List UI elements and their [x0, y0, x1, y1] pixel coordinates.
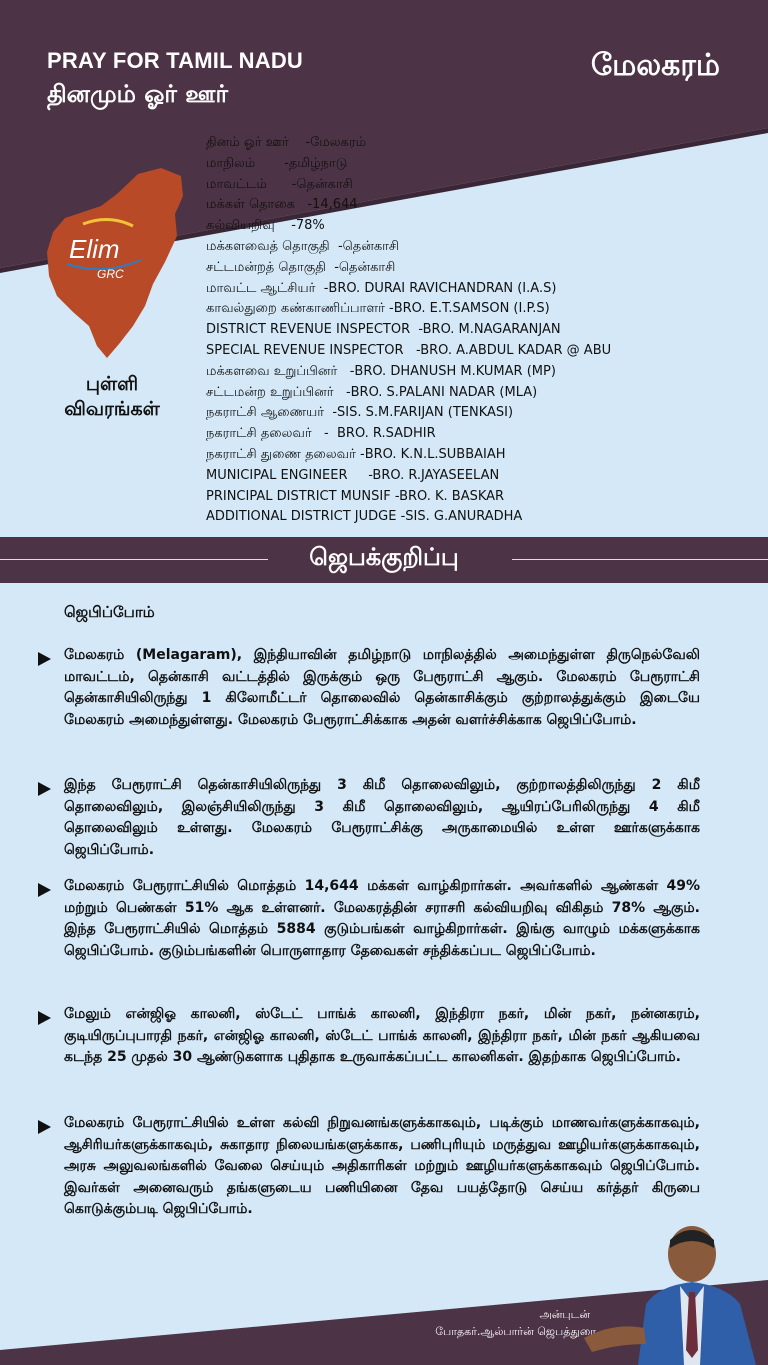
fact-row [206, 279, 676, 300]
prayer-paragraph: மேலகரம் பேரூராட்சியில் உள்ள கல்வி நிறுவனங்களுக்காகவும், படிக்கும் மாணவர்களுக்காகவும், ஆசிரியர்களுக்காகவும், சுகாதார நிலையங்களுக்காக, பணிபுரியும் மருத்துவ ஊழியர்களுக்காகவும், அரசு அலுவலங்களில் வேலை செய்யும் அதிகாரிகள் மற்றும் ஊழியர்களுக்காகவும் ஜெபிப்போம். இவர்கள் அனைவரும் தங்களுடைய பணியினை தேவ பயத்தோடு செய்ய கர்த்தர் கிருபை கொடுக்கும்படி ஜெபிப்போம். [64, 1115, 700, 1217]
fact-label: நகராட்சி தலைவர் [206, 426, 312, 442]
prayer-paragraph: மேலும் என்ஜிஓ காலனி, ஸ்டேட் பாங்க் காலனி, இந்திரா நகர், மின் நகர், நன்னகரம், குடியிருப்புபாரதி நகர், என்ஜிஓ காலனி, ஸ்டேட் பாங்க் காலனி, இந்திரா நகர், மின் நகர் ஆகியவை கடந்த 25 முதல் 30 ஆண்டுகளாக புதிதாக உருவாக்கப்பட்ட காலனிகள். இதற்காக ஜெபிப்போம். [64, 1006, 700, 1065]
fact-value: - BRO. R.SADHIR [324, 426, 436, 442]
tamil-nadu-map-icon [43, 166, 188, 361]
header-title-english: PRAY FOR TAMIL NADU [47, 48, 304, 73]
caption-line-1: புள்ளி [85, 373, 139, 395]
fact-label: மக்களவைத் தொகுதி [206, 238, 330, 254]
fact-value: -தமிழ்நாடு [284, 155, 348, 171]
fact-label: மாநிலம் [206, 155, 256, 171]
fact-row [206, 383, 676, 404]
bullet-arrow-icon [38, 1120, 51, 1134]
fact-value: -BRO. DURAI RAVICHANDRAN (I.A.S) [323, 280, 557, 296]
fact-value: -78% [291, 218, 325, 234]
bullet-arrow-icon [38, 652, 51, 666]
fact-label: மக்கள் தொகை [206, 197, 295, 213]
fact-row [206, 445, 676, 466]
fact-label: மாவட்டம் [206, 176, 267, 192]
fact-label: சட்டமன்றத் தொகுதி [206, 259, 326, 275]
fact-row [206, 299, 676, 320]
fact-value: -BRO. A.ABDUL KADAR @ ABU [415, 342, 612, 358]
statistics-caption [42, 372, 182, 422]
bullet-arrow-icon [38, 1011, 51, 1025]
divider-line-right [512, 559, 768, 560]
pastor-photo [574, 1220, 764, 1365]
fact-row [206, 320, 676, 341]
fact-row [206, 133, 676, 154]
fact-label: மக்களவை உறுப்பினர் [206, 363, 338, 379]
bullet-arrow-icon [38, 883, 51, 897]
bullet-arrow-icon [38, 782, 51, 796]
fact-value: -14,644 [307, 197, 358, 213]
fact-label: கல்வியறிவு [206, 218, 275, 234]
prayer-paragraph: மேலகரம் பேரூராட்சியில் மொத்தம் 14,644 மக்கள் வாழ்கிறார்கள். அவர்களில் ஆண்கள் 49% மற்றும் பெண்கள் 51% ஆக உள்ளனர். மேலகரத்தின் சராசரி கல்வியறிவு விகிதம் 78% ஆகும். இந்த பேரூராட்சியில் மொத்தம் 5884 குடும்பங்கள் வாழ்கிறார்கள். இங்கு வாழும் மக்களுக்காக ஜெபிப்போம். குடும்பங்களின் பொருளாதார தேவைகள் சந்திக்கப்பட ஜெபிப்போம். [64, 878, 700, 959]
fact-value: -BRO. E.T.SAMSON (I.P.S) [389, 301, 550, 317]
footer-pastor-name: போதகர்.ஆல்பார்ன் ஜெபத்துரை [435, 1325, 596, 1338]
fact-value: -BRO. K.N.L.SUBBAIAH [360, 446, 506, 462]
fact-row [206, 403, 676, 424]
fact-row [206, 195, 676, 216]
fact-row [206, 507, 676, 528]
fact-row [206, 341, 676, 362]
prayer-paragraph: இந்த பேரூராட்சி தென்காசியிலிருந்து 3 கிமீ தொலைவிலும், குற்றாலத்திலிருந்து 2 கிமீ தொலைவிலும், இலஞ்சியிலிருந்து 3 கிமீ தொலைவிலும், ஆயிரப்பேரிலிருந்து 4 கிமீ தொலைவிலும் உள்ளது. மேலகரம் பேரூராட்சிக்கு அருகாமையில் உள்ள ஊர்களுக்காக ஜெபிப்போம். [64, 777, 700, 858]
fact-value: -BRO. R.JAYASEELAN [368, 467, 500, 483]
fact-value: -BRO. M.NAGARANJAN [418, 322, 561, 338]
footer-greeting: அன்புடன் [539, 1308, 590, 1321]
prayer-heading: ஜெபிப்போம் [64, 603, 155, 621]
fact-label: DISTRICT REVENUE INSPECTOR [206, 322, 411, 338]
section-divider [0, 537, 768, 583]
fact-value: -தென்காசி [337, 238, 400, 254]
fact-label: தினம் ஓர் ஊர் [206, 135, 289, 150]
caption-line-2: விவரங்கள் [64, 398, 160, 420]
fact-label: ADDITIONAL DISTRICT JUDGE [206, 509, 397, 525]
fact-label: PRINCIPAL DISTRICT MUNSIF [206, 488, 391, 504]
fact-row [206, 216, 676, 237]
fact-value: -SIS. G.ANURADHA [400, 509, 523, 525]
fact-value: -BRO. S.PALANI NADAR (MLA) [345, 384, 538, 400]
fact-label: நகராட்சி ஆணையர் [206, 405, 325, 421]
logo-subtext: GRC [97, 267, 124, 281]
fact-value: -BRO. K. BASKAR [394, 488, 505, 504]
fact-label: காவல்துறை கண்காணிப்பாளர் [206, 301, 385, 317]
place-name: மேலகரம் [590, 48, 720, 83]
fact-value: -SIS. S.M.FARIJAN (TENKASI) [332, 405, 514, 421]
fact-value: -தென்காசி [291, 176, 353, 192]
fact-value: -மேலகரம் [305, 135, 367, 150]
facts-list [206, 133, 676, 528]
section-title: ஜெபக்குறிப்பு [309, 543, 459, 571]
fact-row [206, 362, 676, 383]
prayer-section [0, 583, 768, 1273]
fact-row [206, 175, 676, 196]
fact-label: மாவட்ட ஆட்சியர் [206, 280, 316, 296]
fact-label: நகராட்சி துணை தலைவர் [206, 446, 356, 462]
fact-value: -BRO. DHANUSH M.KUMAR (MP) [349, 363, 556, 379]
fact-row [206, 154, 676, 175]
header-title-tamil: தினமும் ஓர் ஊர் [47, 80, 229, 108]
fact-row [206, 487, 676, 508]
fact-row [206, 258, 676, 279]
fact-row [206, 237, 676, 258]
logo-text: Elim [69, 234, 120, 264]
fact-row [206, 424, 676, 445]
fact-label: சட்டமன்ற உறுப்பினர் [206, 384, 334, 400]
prayer-paragraph: மேலகரம் (Melagaram), இந்தியாவின் தமிழ்நாடு மாநிலத்தில் அமைந்துள்ள திருநெல்வேலி மாவட்டம், தென்காசி வட்டத்தில் இருக்கும் ஒரு பேரூராட்சி ஆகும். மேலகரம் பேரூராட்சி தென்காசியிலிருந்து 1 கிலோமீட்டர் தொலைவில் தென்காசிக்கும் குற்றாலத்துக்கும் இடையே மேலகரம் அமைந்துள்ளது. மேலகரம் பேரூராட்சிக்காக அதன் வளர்ச்சிக்காக ஜெபிப்போம். [64, 647, 700, 728]
fact-label: MUNICIPAL ENGINEER [206, 467, 348, 483]
fact-value: -தென்காசி [334, 259, 396, 275]
fact-label: SPECIAL REVENUE INSPECTOR [206, 342, 404, 358]
fact-row [206, 466, 676, 487]
